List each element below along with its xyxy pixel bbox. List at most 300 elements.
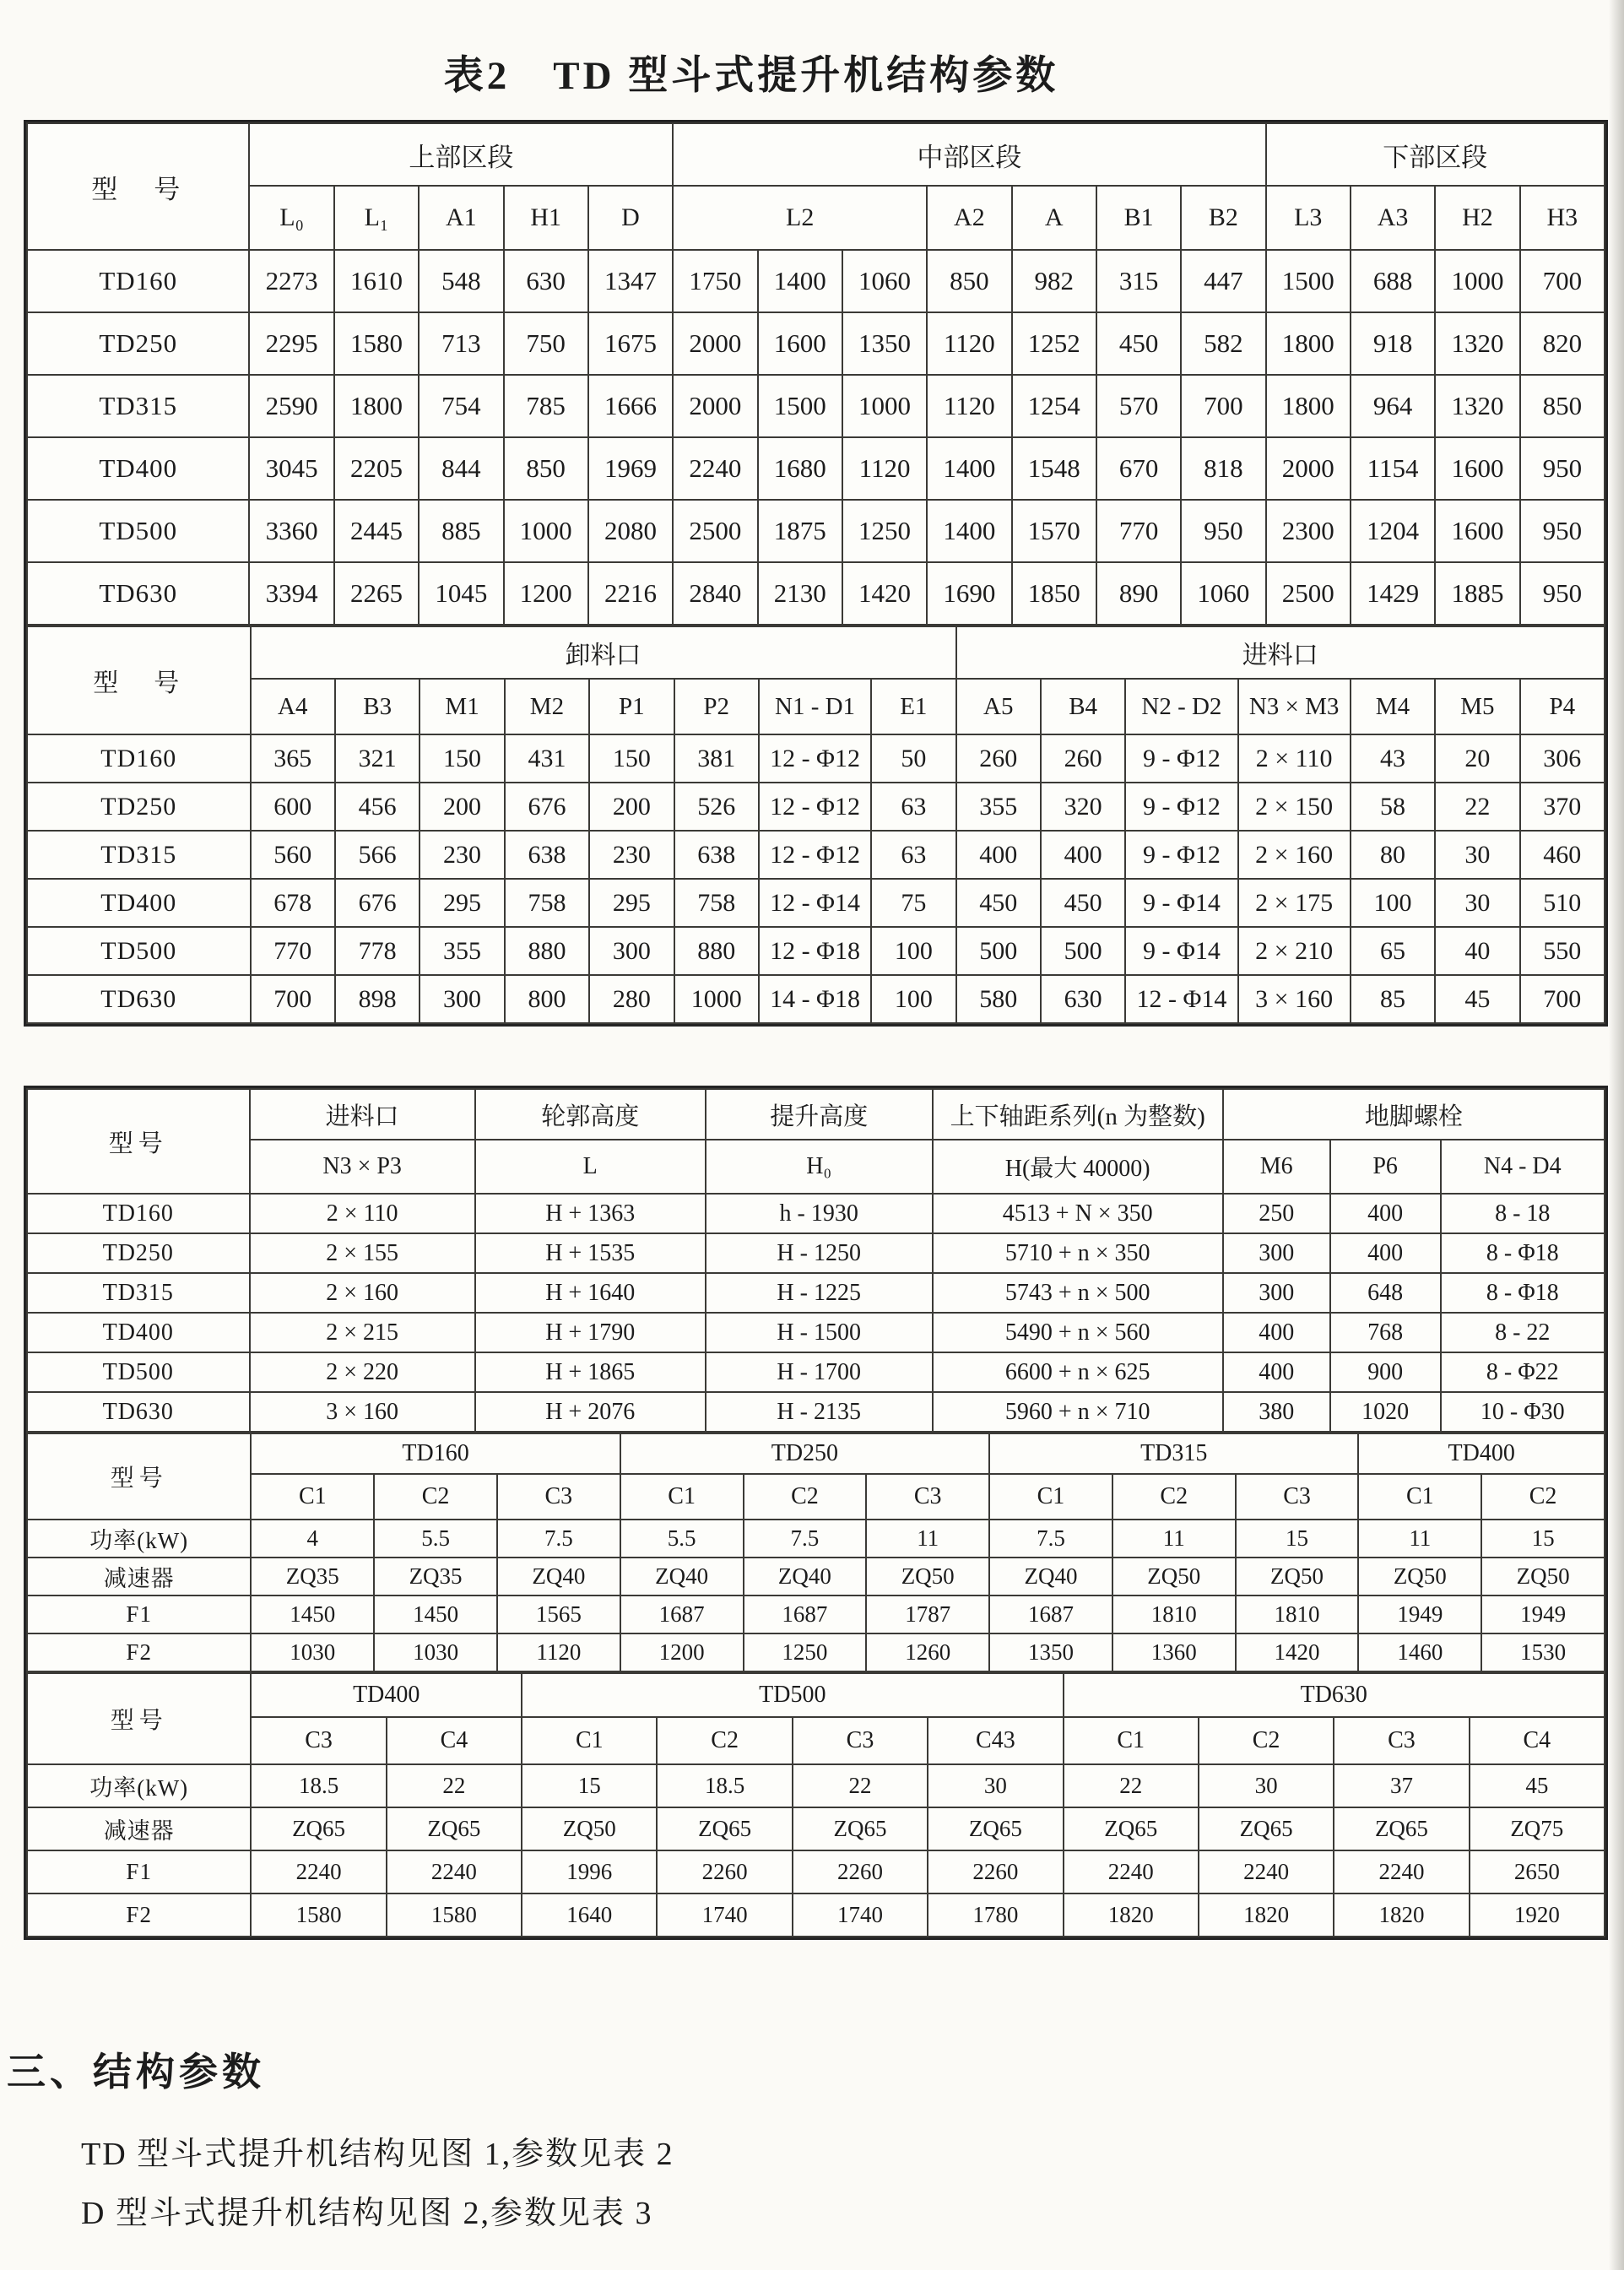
col-header: C3 [793, 1717, 928, 1764]
value-cell: 1580 [334, 312, 419, 375]
value-cell: 45 [1435, 975, 1519, 1023]
table-row [27, 1233, 1605, 1273]
value-cell: 2240 [1334, 1850, 1469, 1893]
value-cell: 1610 [334, 250, 419, 312]
table-row [27, 1313, 1605, 1352]
value-cell: 2500 [673, 500, 757, 562]
col-header: N1 - D1 [759, 679, 871, 734]
value-cell: 2 × 150 [1238, 783, 1351, 831]
section-heading: 三、结构参数 [7, 2050, 265, 2094]
value-cell: 80 [1351, 831, 1435, 879]
value-cell: 2000 [1266, 437, 1351, 500]
value-cell: 22 [793, 1764, 928, 1807]
value-cell: 100 [871, 927, 955, 975]
value-cell: H + 1790 [475, 1313, 706, 1352]
note-line: TD 型斗式提升机结构见图 1,参数见表 2 [81, 2137, 674, 2172]
value-cell: 1200 [504, 562, 588, 625]
value-cell: ZQ50 [522, 1807, 657, 1850]
value-cell: 450 [1096, 312, 1181, 375]
model-cell: TD315 [27, 1273, 250, 1313]
value-cell: 2300 [1266, 500, 1351, 562]
value-cell: 1000 [504, 500, 588, 562]
col-header: N3 × P3 [250, 1140, 475, 1194]
value-cell: 678 [251, 879, 335, 927]
value-cell: 6600 + n × 625 [933, 1352, 1223, 1392]
row-label-cell: 功率(kW) [27, 1764, 251, 1807]
value-cell: 550 [1520, 927, 1605, 975]
col-header: C3 [866, 1474, 989, 1520]
value-cell: 630 [1041, 975, 1125, 1023]
model-cell: TD400 [27, 437, 249, 500]
col-header: P2 [674, 679, 759, 734]
value-cell: 5960 + n × 710 [933, 1392, 1223, 1432]
value-cell: 1120 [842, 437, 927, 500]
value-cell: 400 [1041, 831, 1125, 879]
group-header-td160: TD160 [251, 1433, 620, 1474]
group-header-row [27, 1673, 1605, 1717]
value-cell: 150 [420, 734, 504, 783]
group-header-row [27, 1089, 1605, 1140]
value-cell: 1570 [1012, 500, 1096, 562]
row-label-cell: F2 [27, 1893, 251, 1937]
value-cell: 2500 [1266, 562, 1351, 625]
value-cell: ZQ50 [1236, 1558, 1359, 1596]
col-header: C1 [1064, 1717, 1199, 1764]
value-cell: 5743 + n × 500 [933, 1273, 1223, 1313]
value-cell: H + 1363 [475, 1194, 706, 1233]
value-cell: 1429 [1351, 562, 1435, 625]
value-cell: 3360 [249, 500, 333, 562]
value-cell: ZQ40 [497, 1558, 620, 1596]
value-cell: 1420 [842, 562, 927, 625]
value-cell: 12 - Φ12 [759, 831, 871, 879]
value-cell: 1600 [758, 312, 842, 375]
value-cell: 12 - Φ14 [759, 879, 871, 927]
value-cell: 1250 [744, 1633, 867, 1671]
value-cell: 2 × 155 [250, 1233, 475, 1273]
value-cell: 1200 [620, 1633, 744, 1671]
value-cell: ZQ40 [989, 1558, 1112, 1596]
value-cell: 230 [589, 831, 674, 879]
table-row [27, 1850, 1605, 1893]
value-cell: 1530 [1481, 1633, 1605, 1671]
value-cell: 1740 [657, 1893, 792, 1937]
value-cell: 11 [1358, 1520, 1481, 1558]
value-cell: 2130 [758, 562, 842, 625]
value-cell: 230 [420, 831, 504, 879]
value-cell: 1350 [989, 1633, 1112, 1671]
col-header: C43 [928, 1717, 1063, 1764]
value-cell: 713 [419, 312, 503, 375]
col-header: L3 [1266, 186, 1351, 250]
value-cell: H - 2135 [706, 1392, 933, 1432]
group-header-td315: TD315 [989, 1433, 1358, 1474]
model-column-header: 型 号 [27, 123, 249, 250]
value-cell: 880 [505, 927, 589, 975]
value-cell: 1600 [1435, 500, 1519, 562]
value-cell: 2205 [334, 437, 419, 500]
value-cell: 982 [1012, 250, 1096, 312]
group-header-td400: TD400 [251, 1673, 522, 1717]
col-header: H2 [1435, 186, 1519, 250]
value-cell: 1320 [1435, 312, 1519, 375]
value-cell: 1154 [1351, 437, 1435, 500]
value-cell: 1320 [1435, 375, 1519, 437]
value-cell: 2295 [249, 312, 333, 375]
value-cell: 548 [419, 250, 503, 312]
value-cell: 844 [419, 437, 503, 500]
value-cell: 22 [387, 1764, 522, 1807]
value-cell: 676 [335, 879, 420, 927]
model-cell: TD630 [27, 1392, 250, 1432]
group-header-feed-port: 进料口 [250, 1089, 475, 1140]
value-cell: 900 [1330, 1352, 1441, 1392]
col-header: L2 [673, 186, 927, 250]
col-header: C3 [1334, 1717, 1469, 1764]
value-cell: 2445 [334, 500, 419, 562]
value-cell: 880 [674, 927, 759, 975]
value-cell: 45 [1470, 1764, 1605, 1807]
value-cell: 5490 + n × 560 [933, 1313, 1223, 1352]
value-cell: 381 [674, 734, 759, 783]
value-cell: 450 [956, 879, 1041, 927]
col-header: C4 [1470, 1717, 1605, 1764]
value-cell: 1400 [927, 500, 1011, 562]
table-row [27, 975, 1605, 1023]
value-cell: 355 [956, 783, 1041, 831]
col-header: C3 [251, 1717, 386, 1764]
value-cell: 431 [505, 734, 589, 783]
group-header-axle-distance-series: 上下轴距系列(n 为整数) [933, 1089, 1223, 1140]
value-cell: 500 [956, 927, 1041, 975]
value-cell: 1850 [1012, 562, 1096, 625]
col-header: E1 [871, 679, 955, 734]
col-header: C1 [251, 1474, 374, 1520]
col-header: L₀ [249, 186, 333, 250]
table-row [27, 1807, 1605, 1850]
value-cell: ZQ50 [866, 1558, 989, 1596]
group-header-upper-section: 上部区段 [249, 123, 673, 186]
value-cell: 321 [335, 734, 420, 783]
group-header-feed-port: 进料口 [956, 626, 1605, 679]
value-cell: 14 - Φ18 [759, 975, 871, 1023]
table-row [27, 734, 1605, 783]
value-cell: 1045 [419, 562, 503, 625]
table-row [27, 1392, 1605, 1432]
value-cell: 456 [335, 783, 420, 831]
value-cell: 750 [504, 312, 588, 375]
value-cell: 300 [589, 927, 674, 975]
table-row [27, 783, 1605, 831]
value-cell: 1750 [673, 250, 757, 312]
value-cell: 1687 [620, 1596, 744, 1633]
col-header: P1 [589, 679, 674, 734]
value-cell: 100 [871, 975, 955, 1023]
model-cell: TD250 [27, 312, 249, 375]
value-cell: 890 [1096, 562, 1181, 625]
col-header: H₀ [706, 1140, 933, 1194]
group-header-profile-height: 轮郭高度 [475, 1089, 706, 1140]
table-row [27, 1893, 1605, 1937]
col-header: A3 [1351, 186, 1435, 250]
col-header: A1 [419, 186, 503, 250]
value-cell: 2 × 110 [1238, 734, 1351, 783]
col-header: C3 [1236, 1474, 1359, 1520]
col-header: C2 [657, 1717, 792, 1764]
row-label-cell: 功率(kW) [27, 1520, 251, 1558]
value-cell: ZQ50 [1358, 1558, 1481, 1596]
value-cell: 280 [589, 975, 674, 1023]
value-cell: 1120 [927, 312, 1011, 375]
value-cell: 1000 [842, 375, 927, 437]
col-header: M4 [1351, 679, 1435, 734]
model-column-header: 型号 [27, 1433, 251, 1520]
value-cell: 12 - Φ12 [759, 734, 871, 783]
col-header: L₁ [334, 186, 419, 250]
col-header: C1 [1358, 1474, 1481, 1520]
value-cell: 1500 [1266, 250, 1351, 312]
value-cell: 22 [1064, 1764, 1199, 1807]
value-cell: 7.5 [989, 1520, 1112, 1558]
value-cell: 2240 [673, 437, 757, 500]
value-cell: 2260 [657, 1850, 792, 1893]
col-header: C2 [1481, 1474, 1605, 1520]
value-cell: 30 [1199, 1764, 1334, 1807]
value-cell: 600 [251, 783, 335, 831]
model-column-header: 型号 [27, 1089, 250, 1194]
table-row [27, 562, 1605, 625]
value-cell: 50 [871, 734, 955, 783]
value-cell: H + 1640 [475, 1273, 706, 1313]
table-row [27, 1520, 1605, 1558]
col-header: C4 [387, 1717, 522, 1764]
value-cell: 2590 [249, 375, 333, 437]
value-cell: 260 [1041, 734, 1125, 783]
parameters-table-2 [24, 1086, 1608, 1940]
value-cell: 2260 [928, 1850, 1063, 1893]
value-cell: 300 [420, 975, 504, 1023]
value-cell: 2240 [251, 1850, 386, 1893]
value-cell: 570 [1096, 375, 1181, 437]
group-header-lower-section: 下部区段 [1266, 123, 1605, 186]
value-cell: 1680 [758, 437, 842, 500]
value-cell: 885 [419, 500, 503, 562]
value-cell: 1969 [588, 437, 673, 500]
value-cell: 1450 [374, 1596, 497, 1633]
value-cell: 2 × 210 [1238, 927, 1351, 975]
value-cell: ZQ65 [928, 1807, 1063, 1850]
value-cell: ZQ65 [793, 1807, 928, 1850]
value-cell: 2216 [588, 562, 673, 625]
column-header-row [27, 1474, 1605, 1520]
value-cell: 40 [1435, 927, 1519, 975]
value-cell: 768 [1330, 1313, 1441, 1352]
value-cell: 1460 [1358, 1633, 1481, 1671]
group-header-lift-height: 提升高度 [706, 1089, 933, 1140]
value-cell: 1687 [989, 1596, 1112, 1633]
value-cell: 2 × 160 [1238, 831, 1351, 879]
value-cell: 500 [1041, 927, 1125, 975]
value-cell: 355 [420, 927, 504, 975]
value-cell: 2260 [793, 1850, 928, 1893]
value-cell: 2840 [673, 562, 757, 625]
value-cell: 200 [589, 783, 674, 831]
value-cell: 560 [251, 831, 335, 879]
value-cell: 8 - Φ22 [1441, 1352, 1605, 1392]
value-cell: 510 [1520, 879, 1605, 927]
value-cell: 12 - Φ12 [759, 783, 871, 831]
value-cell: 1787 [866, 1596, 989, 1633]
col-header: P6 [1330, 1140, 1441, 1194]
value-cell: 850 [1520, 375, 1605, 437]
col-header: M5 [1435, 679, 1519, 734]
table-row [27, 831, 1605, 879]
column-header-row [27, 679, 1605, 734]
value-cell: 400 [1330, 1233, 1441, 1273]
col-header: M2 [505, 679, 589, 734]
col-header: M6 [1223, 1140, 1330, 1194]
value-cell: 20 [1435, 734, 1519, 783]
value-cell: 1420 [1236, 1633, 1359, 1671]
col-header: N4 - D4 [1441, 1140, 1605, 1194]
value-cell: ZQ50 [1112, 1558, 1236, 1596]
value-cell: 9 - Φ12 [1125, 783, 1237, 831]
col-header: A4 [251, 679, 335, 734]
value-cell: 1565 [497, 1596, 620, 1633]
value-cell: 964 [1351, 375, 1435, 437]
value-cell: 754 [419, 375, 503, 437]
value-cell: 15 [522, 1764, 657, 1807]
value-cell: 2 × 110 [250, 1194, 475, 1233]
value-cell: 770 [1096, 500, 1181, 562]
value-cell: 700 [1520, 250, 1605, 312]
value-cell: 670 [1096, 437, 1181, 500]
table1-sections-part [26, 122, 1605, 626]
value-cell: 3 × 160 [250, 1392, 475, 1432]
table-row [27, 1273, 1605, 1313]
model-cell: TD500 [27, 927, 251, 975]
value-cell: 1030 [251, 1633, 374, 1671]
value-cell: 1254 [1012, 375, 1096, 437]
value-cell: 100 [1351, 879, 1435, 927]
value-cell: 2000 [673, 312, 757, 375]
col-header: N2 - D2 [1125, 679, 1237, 734]
value-cell: H - 1700 [706, 1352, 933, 1392]
value-cell: 5.5 [620, 1520, 744, 1558]
value-cell: 400 [1330, 1194, 1441, 1233]
value-cell: 950 [1520, 562, 1605, 625]
value-cell: 950 [1181, 500, 1265, 562]
value-cell: 1875 [758, 500, 842, 562]
value-cell: 700 [251, 975, 335, 1023]
value-cell: 1120 [497, 1633, 620, 1671]
group-header-td400: TD400 [1358, 1433, 1605, 1474]
value-cell: H - 1225 [706, 1273, 933, 1313]
value-cell: 3 × 160 [1238, 975, 1351, 1023]
value-cell: 9 - Φ14 [1125, 879, 1237, 927]
value-cell: 400 [956, 831, 1041, 879]
value-cell: 2 × 175 [1238, 879, 1351, 927]
value-cell: 1580 [387, 1893, 522, 1937]
model-cell: TD250 [27, 1233, 250, 1273]
value-cell: 380 [1223, 1392, 1330, 1432]
model-column-header: 型 号 [27, 626, 251, 734]
value-cell: 1949 [1481, 1596, 1605, 1633]
model-cell: TD160 [27, 734, 251, 783]
model-cell: TD630 [27, 975, 251, 1023]
value-cell: H + 2076 [475, 1392, 706, 1432]
value-cell: 5.5 [374, 1520, 497, 1558]
value-cell: 9 - Φ12 [1125, 734, 1237, 783]
group-header-row [27, 1433, 1605, 1474]
value-cell: 1252 [1012, 312, 1096, 375]
value-cell: 10 - Φ30 [1441, 1392, 1605, 1432]
value-cell: ZQ35 [251, 1558, 374, 1596]
group-header-middle-section: 中部区段 [673, 123, 1265, 186]
value-cell: 758 [505, 879, 589, 927]
value-cell: 1360 [1112, 1633, 1236, 1671]
value-cell: 63 [871, 783, 955, 831]
value-cell: 758 [674, 879, 759, 927]
col-header: H1 [504, 186, 588, 250]
col-header: P4 [1520, 679, 1605, 734]
row-label-cell: F1 [27, 1850, 251, 1893]
row-label-cell: F1 [27, 1596, 251, 1633]
table-row [27, 1194, 1605, 1233]
note-line: D 型斗式提升机结构见图 2,参数见表 3 [81, 2196, 653, 2231]
table-row [27, 500, 1605, 562]
value-cell: 1810 [1236, 1596, 1359, 1633]
value-cell: 1204 [1351, 500, 1435, 562]
value-cell: 1675 [588, 312, 673, 375]
value-cell: 1820 [1064, 1893, 1199, 1937]
value-cell: 400 [1223, 1352, 1330, 1392]
value-cell: 1885 [1435, 562, 1519, 625]
value-cell: 1949 [1358, 1596, 1481, 1633]
value-cell: 1500 [758, 375, 842, 437]
row-label-cell: 减速器 [27, 1807, 251, 1850]
value-cell: 8 - Φ18 [1441, 1233, 1605, 1273]
value-cell: 3394 [249, 562, 333, 625]
value-cell: 1810 [1112, 1596, 1236, 1633]
value-cell: 400 [1223, 1313, 1330, 1352]
value-cell: 1347 [588, 250, 673, 312]
model-cell: TD400 [27, 879, 251, 927]
value-cell: 37 [1334, 1764, 1469, 1807]
value-cell: 450 [1041, 879, 1125, 927]
group-header-td630: TD630 [1064, 1673, 1605, 1717]
value-cell: 950 [1520, 437, 1605, 500]
value-cell: 1800 [1266, 312, 1351, 375]
value-cell: 950 [1520, 500, 1605, 562]
value-cell: ZQ65 [1199, 1807, 1334, 1850]
table-row [27, 1764, 1605, 1807]
col-header: C1 [522, 1717, 657, 1764]
table-row [27, 437, 1605, 500]
table2-power-part-a [26, 1433, 1605, 1672]
value-cell: 1250 [842, 500, 927, 562]
group-header-td500: TD500 [522, 1673, 1063, 1717]
col-header: B4 [1041, 679, 1125, 734]
value-cell: 1000 [674, 975, 759, 1023]
column-header-row [27, 1717, 1605, 1764]
value-cell: 648 [1330, 1273, 1441, 1313]
value-cell: 850 [504, 437, 588, 500]
value-cell: 1920 [1470, 1893, 1605, 1937]
value-cell: 918 [1351, 312, 1435, 375]
value-cell: ZQ35 [374, 1558, 497, 1596]
value-cell: 1350 [842, 312, 927, 375]
